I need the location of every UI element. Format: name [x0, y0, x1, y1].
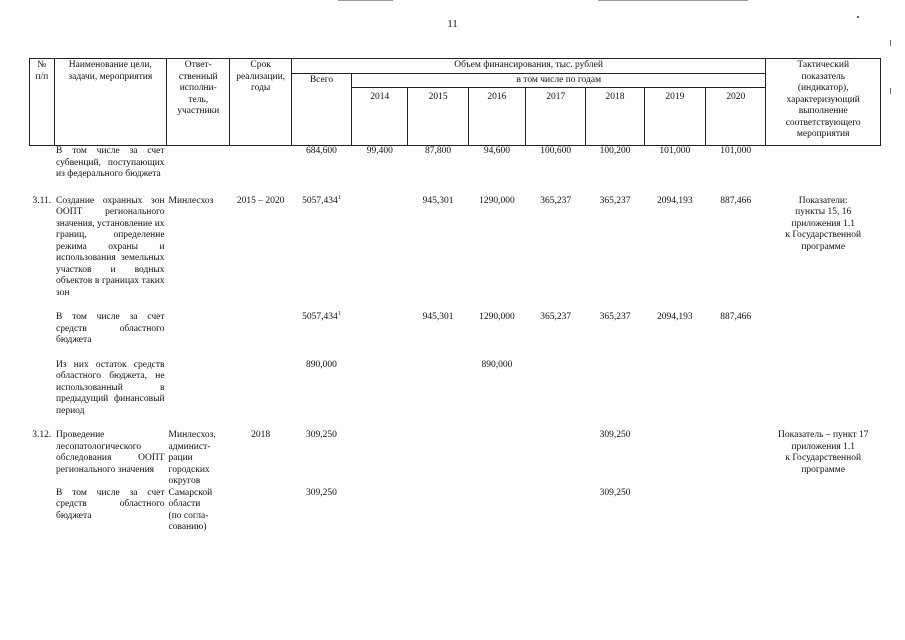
row-year-value [706, 430, 766, 488]
row-name: Из них остаток средств областного бюджета, не использованный в предыдущий финансовый период [56, 359, 165, 416]
row-name: В том числе за счет средств областного бюджета [56, 487, 165, 521]
row-term [230, 488, 291, 534]
row-year-value [352, 430, 408, 488]
row-year-value: 2094,193 [657, 195, 693, 206]
row-year-value [352, 196, 408, 300]
row-spacer [30, 347, 881, 360]
row-number [30, 312, 55, 347]
row-responsible: Минлесхоз [168, 195, 214, 206]
row-number: 3.11. [32, 195, 52, 206]
row-year-value [352, 312, 408, 347]
row-year-value [468, 430, 525, 488]
row-year-value [644, 488, 705, 534]
table-row [30, 196, 881, 300]
row-year-value [468, 488, 525, 534]
row-indicator [766, 146, 881, 181]
header-indicator: Тактический показатель (индикатор), характеризующий выполнение соответствующего мероприятия [766, 59, 881, 146]
row-year-value: 887,466 [720, 195, 752, 206]
row-total-footnote: 1 [337, 194, 341, 201]
row-indicator [766, 360, 881, 418]
header-responsible: Ответ- ственный исполни- тель, участники [167, 59, 230, 146]
row-year-value [408, 488, 468, 534]
margin-mark-3 [857, 16, 859, 18]
row-name: В том числе за счет субвенций, поступающих из федерального бюджета [56, 146, 165, 179]
header-term: Срок реализации, годы [230, 59, 291, 146]
row-term [230, 146, 291, 181]
row-responsible [167, 312, 230, 347]
row-year-value: 1290,000 [479, 195, 515, 206]
row-name: Проведение лесопатологического обследования ООПТ регионального значения [56, 430, 165, 475]
row-name: Создание охранных зон ООПТ регионального значения, установление их границ, определение режима охраны и использования земельных участков и водных объектов в границах таких зон [56, 195, 165, 298]
top-scan-line-right [598, 0, 748, 1]
row-year-value: 94,600 [483, 146, 510, 156]
header-name: Наименование цели, задачи, мероприятия [54, 59, 167, 146]
row-year-value [586, 360, 644, 418]
row-year-value: 945,301 [422, 312, 454, 322]
row-year-value: 1290,000 [479, 312, 515, 322]
header-financing: Объем финансирования, тыс. рублей [291, 59, 766, 74]
row-year-value [644, 430, 705, 488]
row-total-footnote: 1 [337, 310, 341, 317]
row-year-value [352, 360, 408, 418]
row-term [230, 312, 291, 347]
header-total: Всего [291, 73, 351, 146]
header-year: 2017 [526, 88, 586, 146]
row-total [291, 312, 351, 347]
margin-mark-1 [890, 40, 891, 46]
row-year-value [526, 360, 586, 418]
page-number: 11 [447, 18, 458, 30]
row-responsible [167, 360, 230, 418]
row-year-value [706, 488, 766, 534]
row-responsible: Минлесхоз, админист- рации городских округов [168, 430, 216, 486]
row-number [30, 146, 55, 181]
row-spacer [30, 181, 881, 196]
header-year: 2020 [706, 88, 766, 146]
row-year-value: 887,466 [720, 312, 752, 322]
row-year-value [526, 488, 586, 534]
row-total-value: 890,000 [306, 359, 337, 370]
row-total [291, 146, 351, 181]
row-year-value: 365,237 [599, 312, 631, 322]
row-year-value [644, 360, 705, 418]
row-year-value: 309,250 [599, 430, 631, 440]
row-year-value [352, 488, 408, 534]
row-number [30, 488, 55, 534]
row-year-value: 945,301 [422, 195, 454, 206]
row-year-value: 365,237 [540, 312, 572, 322]
top-scan-line-left [338, 0, 393, 1]
row-term: 2015 – 2020 [236, 195, 285, 206]
row-total-value: 5057,434 [302, 312, 338, 322]
table-row [30, 488, 881, 534]
row-responsible: Самарской области (по согла- сованию) [168, 487, 213, 532]
row-year-value: 87,800 [425, 146, 452, 156]
row-indicator: Показатель – пункт 17 приложения 1.1 к Государственной программе [777, 430, 869, 475]
row-spacer [30, 299, 881, 312]
row-number: 3.12. [32, 430, 52, 440]
row-name: В том числе за счет средств областного бюджета [56, 312, 165, 345]
row-indicator: Показатели: пункты 15, 16 приложения 1.1 к Государственной программе [785, 195, 862, 252]
table-body [30, 146, 881, 534]
header-year: 2014 [352, 88, 408, 146]
row-indicator [766, 312, 881, 347]
row-term [230, 360, 291, 418]
financing-table [29, 58, 881, 534]
row-year-value: 2094,193 [657, 312, 693, 322]
header-by-years: в том числе по годам [352, 73, 766, 88]
row-number [30, 360, 55, 418]
header-year: 2018 [586, 88, 644, 146]
row-total-value: 309,250 [306, 487, 337, 498]
row-spacer [30, 417, 881, 430]
margin-mark-2 [890, 88, 891, 94]
row-total-value: 5057,434 [302, 195, 338, 206]
table-header [30, 59, 881, 146]
row-total [291, 488, 351, 534]
header-year: 2019 [644, 88, 705, 146]
row-year-value: 365,237 [599, 195, 631, 206]
row-year-value [408, 430, 468, 488]
row-total-value: 309,250 [306, 430, 337, 440]
table-row [30, 312, 881, 347]
row-year-value: 101,000 [720, 146, 752, 156]
table-row [30, 360, 881, 418]
row-year-value [408, 360, 468, 418]
row-year-value: 99,400 [366, 146, 393, 156]
header-year: 2016 [468, 88, 525, 146]
header-year: 2015 [408, 88, 468, 146]
row-term: 2018 [251, 430, 271, 440]
table-row [30, 146, 881, 181]
row-year-value: 309,250 [599, 487, 631, 498]
row-indicator [766, 488, 881, 534]
row-year-value [706, 360, 766, 418]
row-responsible [167, 146, 230, 181]
header-num: № п/п [30, 59, 55, 146]
row-total [291, 196, 351, 300]
row-year-value: 100,200 [599, 146, 631, 156]
row-year-value: 890,000 [481, 359, 513, 370]
row-year-value: 365,237 [540, 195, 572, 206]
row-total [291, 430, 351, 488]
row-year-value: 100,600 [540, 146, 572, 156]
table-row [30, 430, 881, 488]
row-year-value [526, 430, 586, 488]
row-year-value: 101,000 [659, 146, 691, 156]
row-total [291, 360, 351, 418]
row-total-value: 684,600 [306, 146, 337, 156]
